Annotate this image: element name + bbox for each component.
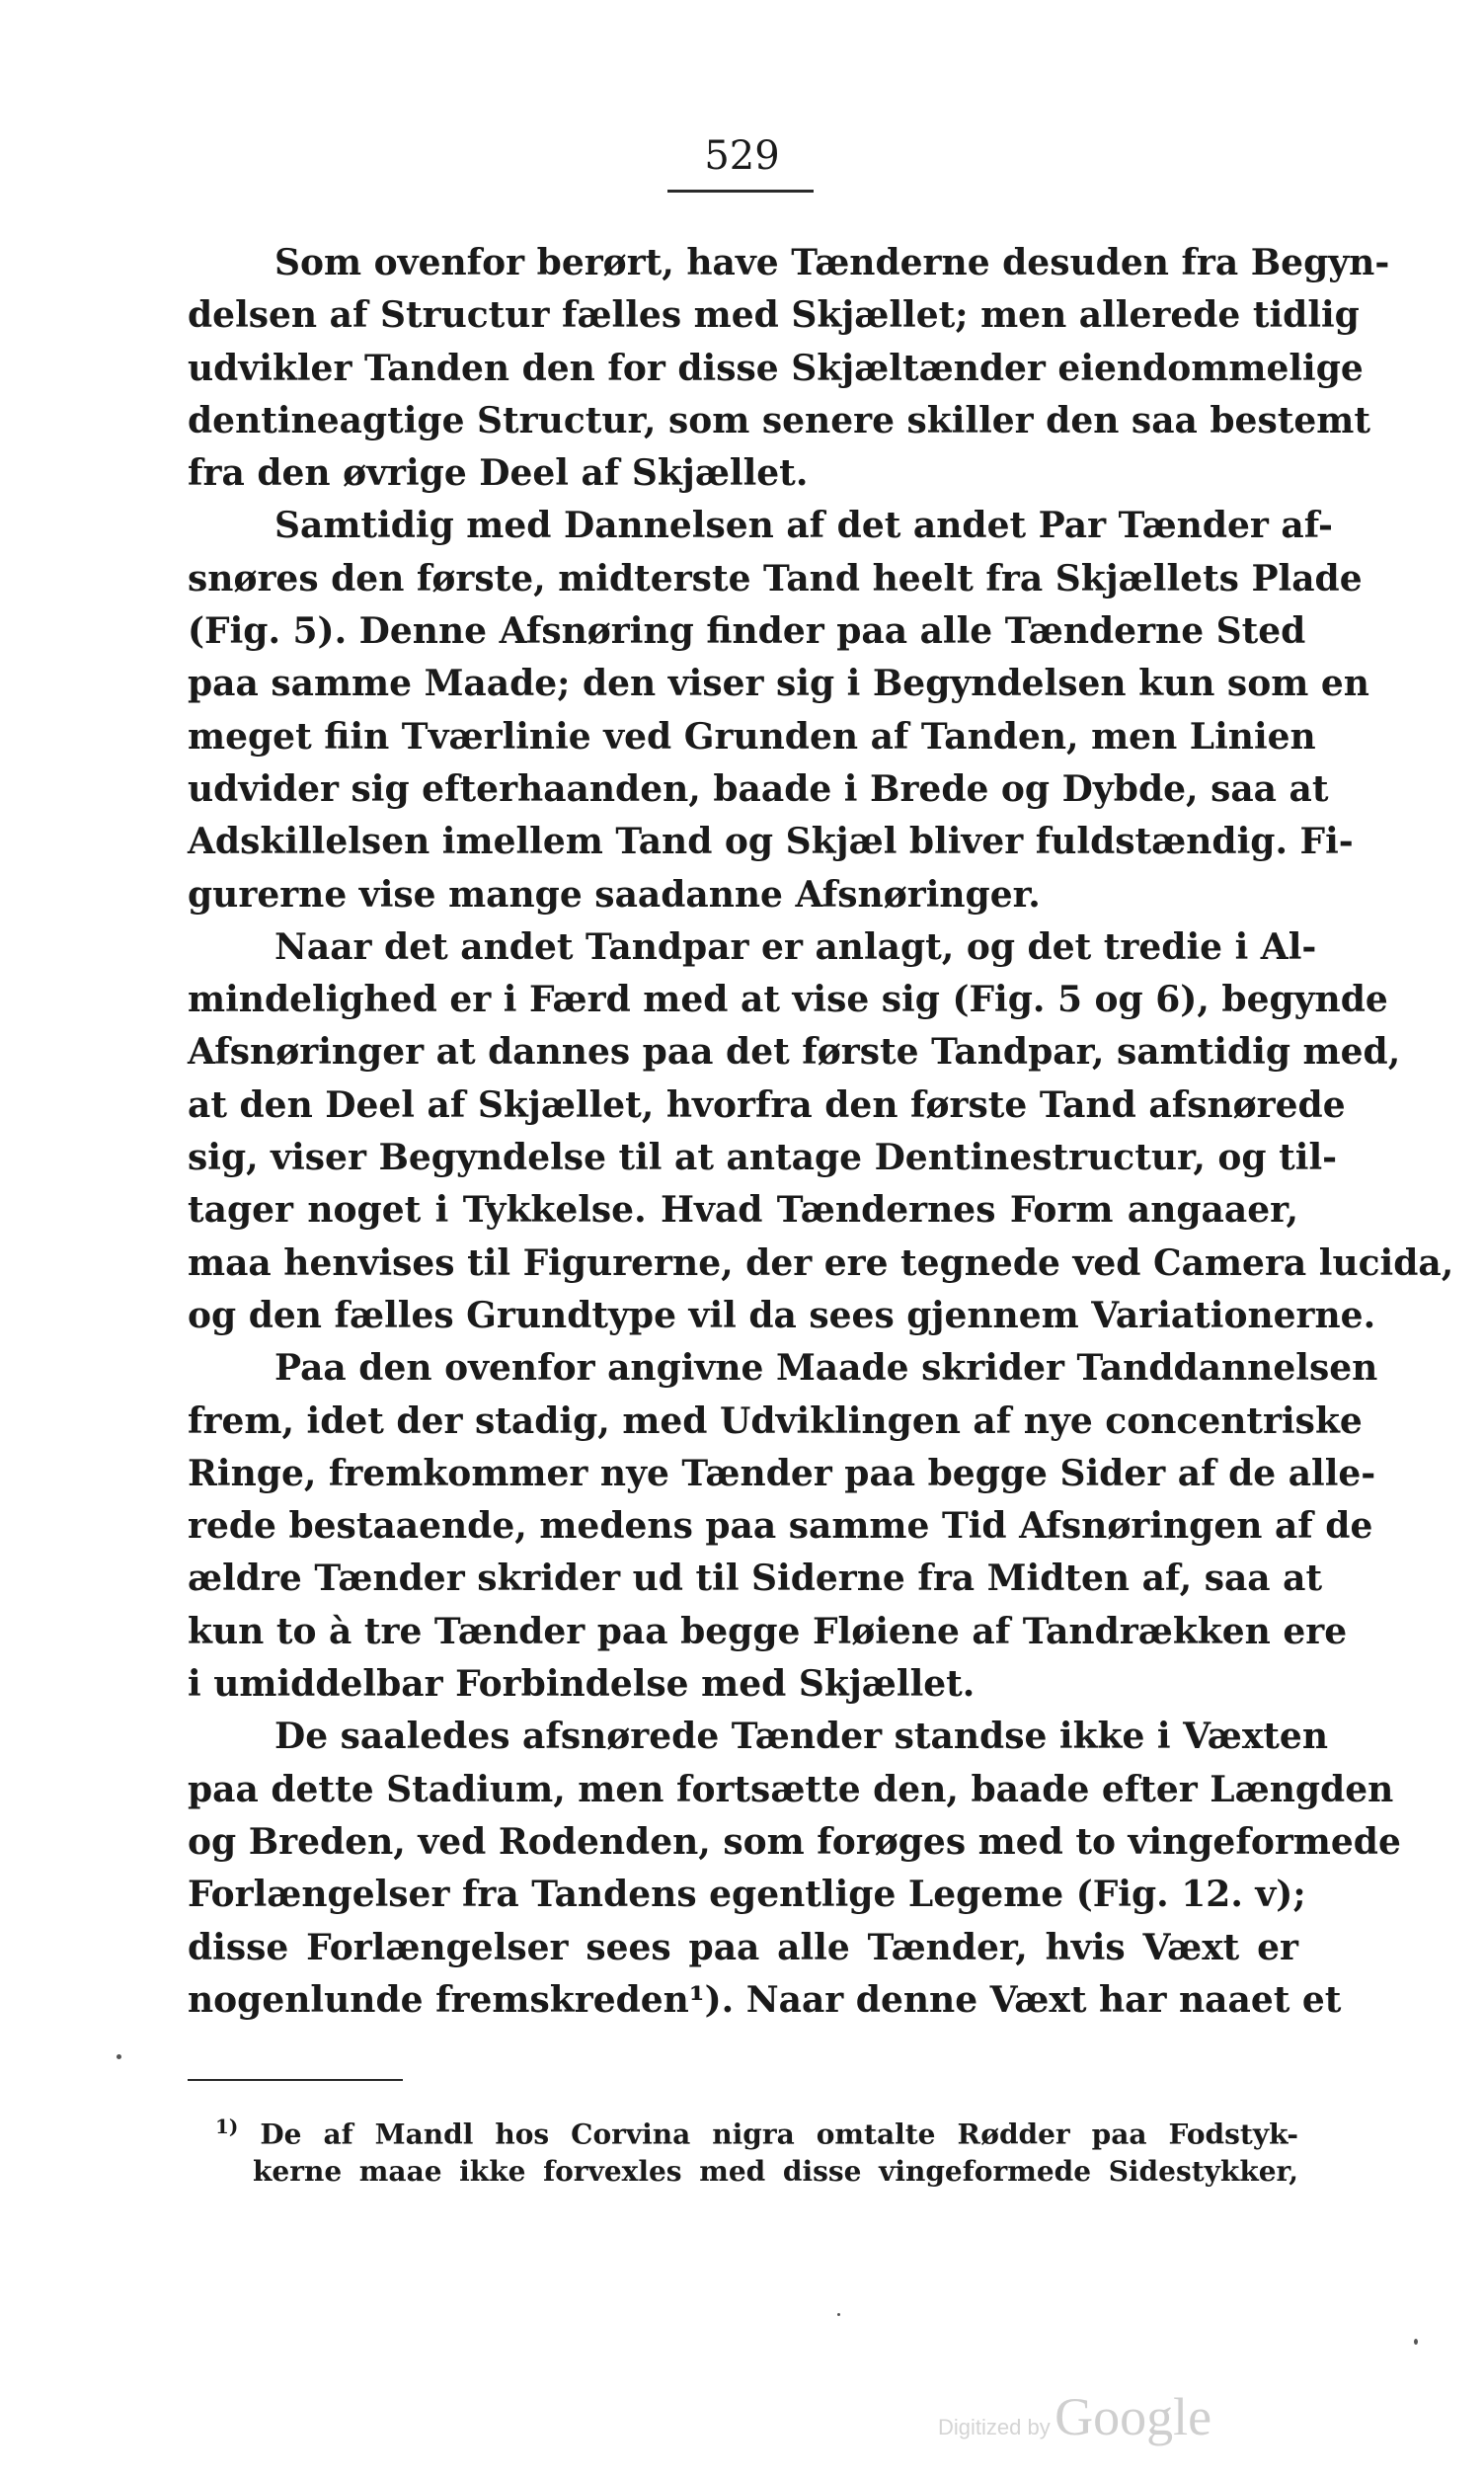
text-line: mindelighed er i Færd med at vise sig (Fig. 5 og 6), begynde xyxy=(188,979,1388,1021)
text-line: og Breden, ved Rodenden, som forøges med to vingeformede xyxy=(188,1820,1401,1863)
scan-speck xyxy=(117,2054,121,2059)
text-line: tager noget i Tykkelse. Hvad Tændernes Form angaaer, xyxy=(188,1189,1298,1232)
text-line: paa dette Stadium, men fortsætte den, baade efter Længden xyxy=(188,1768,1394,1810)
text-line: gurerne vise mange saadanne Afsnøringer. xyxy=(188,873,1041,916)
text-line: Paa den ovenfor angivne Maade skrider Tanddannelsen xyxy=(274,1347,1378,1390)
text-line: udvider sig efterhaanden, baade i Brede og Dybde, saa at xyxy=(188,767,1329,810)
page-number-rule xyxy=(667,190,814,193)
text-line: meget fiin Tværlinie ved Grunden af Tanden, men Linien xyxy=(188,715,1316,758)
scan-speck xyxy=(837,2313,840,2316)
watermark-prefix: Digitized by xyxy=(938,2415,1051,2439)
text-line: kun to à tre Tænder paa begge Fløiene af Tandrækken ere xyxy=(188,1610,1348,1652)
text-line: frem, idet der stadig, med Udviklingen af nye concentriske xyxy=(188,1399,1363,1442)
text-line: disse Forlængelser sees paa alle Tænder, hvis Væxt er xyxy=(188,1926,1298,1968)
text-line: fra den øvrige Deel af Skjællet. xyxy=(188,452,809,495)
watermark xyxy=(938,2386,1211,2447)
text-line: De saaledes afsnørede Tænder standse ikke i Væxten xyxy=(274,1716,1329,1758)
text-line: Afsnøringer at dannes paa det første Tandpar, samtidig med, xyxy=(188,1031,1401,1074)
text-line: Samtidig med Dannelsen af det andet Par Tænder af- xyxy=(274,505,1333,547)
body-text xyxy=(188,237,1454,2027)
text-line: sig, viser Begyndelse til at antage Dentinestructur, og til- xyxy=(188,1137,1338,1179)
text-line: Ringe, fremkommer nye Tænder paa begge Sider af de alle- xyxy=(188,1452,1376,1494)
text-line: Forlængelser fra Tandens egentlige Legeme (Fig. 12. v); xyxy=(188,1874,1306,1916)
text-line: Som ovenfor berørt, have Tænderne desuden fra Begyn- xyxy=(274,242,1390,283)
text-line: delsen af Structur fælles med Skjællet; men allerede tidlig xyxy=(188,294,1360,337)
text-line: Adskillelsen imellem Tand og Skjæl bliver fuldstændig. Fi- xyxy=(188,821,1354,863)
page-number: 529 xyxy=(704,133,780,179)
text-line: nogenlunde fremskreden¹). Naar denne Væxt har naaet et xyxy=(188,1978,1342,2021)
text-line: maa henvises til Figurerne, der ere tegnede ved Camera lucida, xyxy=(188,1241,1454,1284)
text-line: og den fælles Grundtype vil da sees gjennem Variationerne. xyxy=(188,1294,1376,1336)
scan-speck xyxy=(1414,2339,1418,2345)
text-line: Naar det andet Tandpar er anlagt, og det tredie i Al- xyxy=(274,925,1317,968)
text-line: snøres den første, midterste Tand heelt fra Skjællets Plade xyxy=(188,557,1363,600)
footnote xyxy=(215,2104,1298,2195)
text-line: (Fig. 5). Denne Afsnøring finder paa alle Tænderne Sted xyxy=(188,610,1306,653)
footnote-marker: 1) xyxy=(215,2115,239,2138)
text-line: paa samme Maade; den viser sig i Begyndelsen kun som en xyxy=(188,663,1369,705)
text-line: udvikler Tanden den for disse Skjæltænder eiendommelige xyxy=(188,347,1364,389)
footnote-line xyxy=(215,2104,1298,2149)
footnote-line: kerne maae ikke forvexles med disse vingeformede Sidestykker, xyxy=(253,2155,1298,2188)
text-line: i umiddelbar Forbindelse med Skjællet. xyxy=(188,1663,976,1706)
text-line: dentineagtige Structur, som senere skiller den saa bestemt xyxy=(188,399,1370,441)
text-line: ældre Tænder skrider ud til Siderne fra Midten af, saa at xyxy=(188,1558,1323,1600)
google-logo: Google xyxy=(1054,2387,1212,2446)
footnote-rule xyxy=(188,2079,403,2081)
footnote-text: De af Mandl hos Corvina nigra omtalte Rødder paa Fodstyk- xyxy=(260,2118,1298,2151)
text-line: rede bestaaende, medens paa samme Tid Afsnøringen af de xyxy=(188,1505,1373,1548)
text-line: at den Deel af Skjællet, hvorfra den første Tand afsnørede xyxy=(188,1083,1346,1126)
